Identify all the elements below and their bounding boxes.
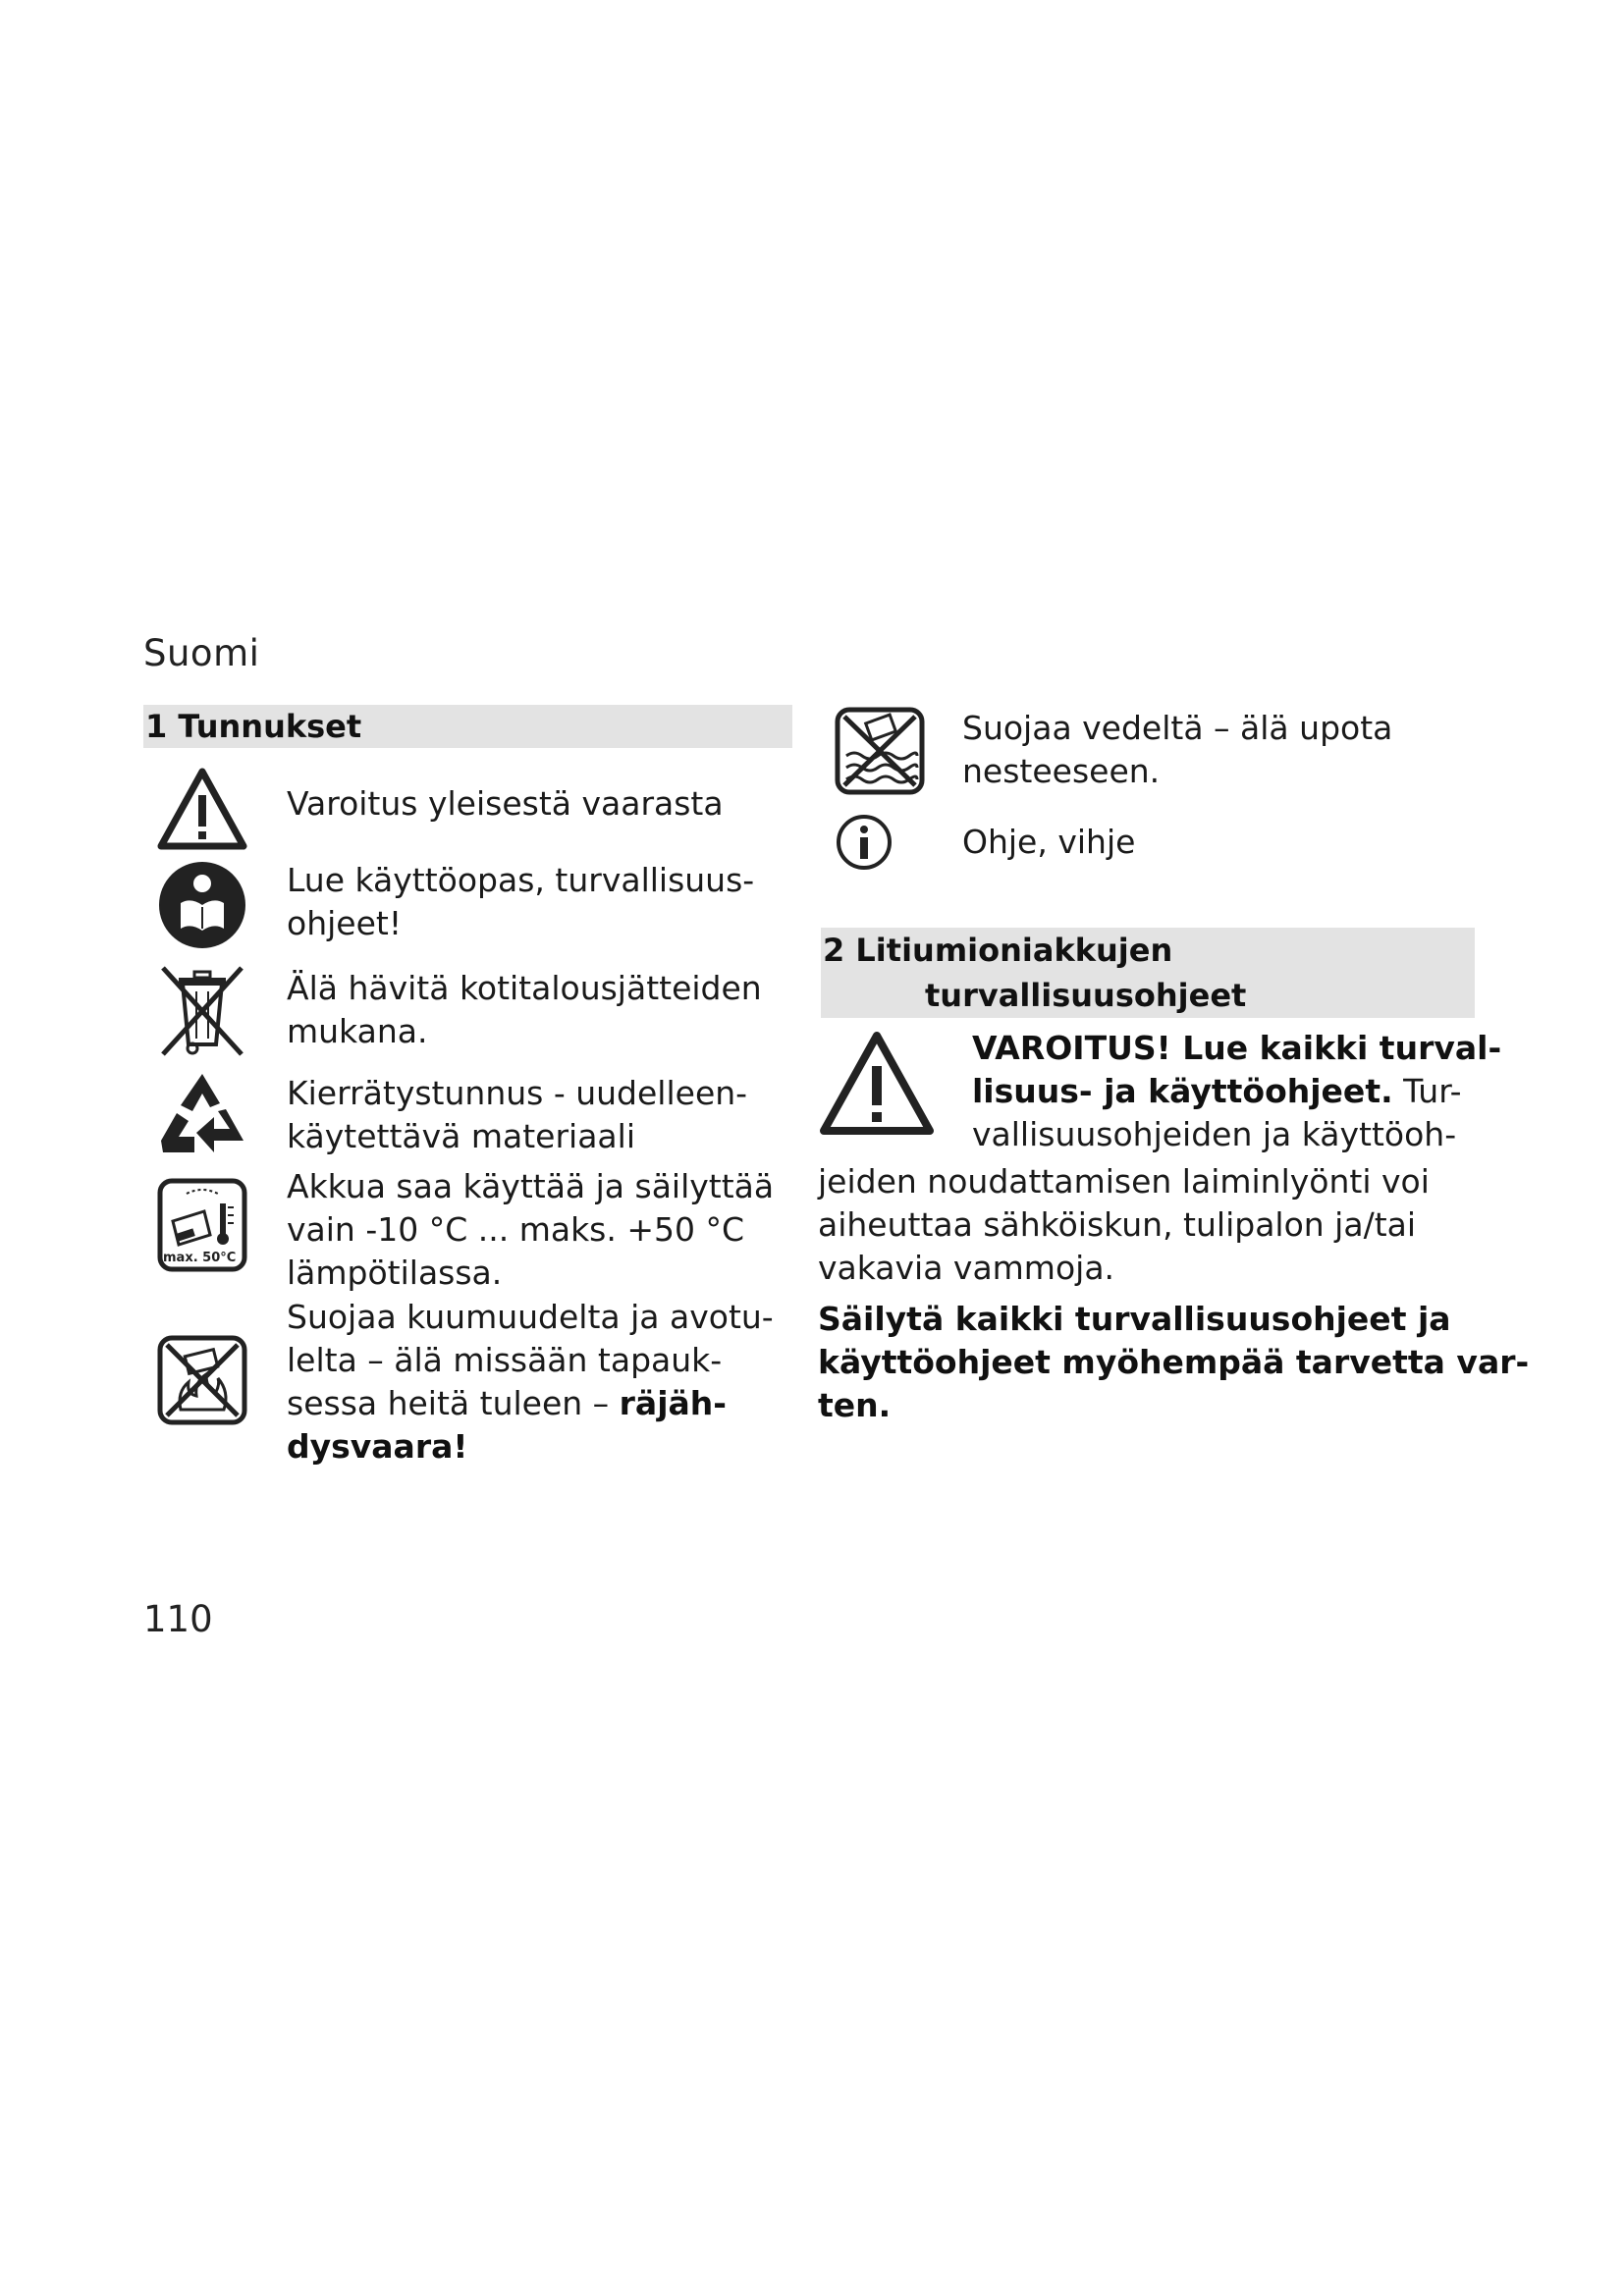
no-water-icon	[835, 707, 925, 795]
page-number: 110	[143, 1598, 213, 1640]
warning-triangle-icon	[157, 768, 247, 850]
language-label: Suomi	[143, 632, 260, 674]
info-icon	[835, 813, 893, 872]
warning-heading: VAROITUS! Lue kaikki turval- lisuus- ja käyttöohjeet. Tur- vallisuusohjeiden ja käyttöoh-	[972, 1029, 1502, 1153]
symbol-text-water: Suojaa vedeltä – älä upota nesteeseen.	[962, 709, 1393, 790]
keep-instructions-note: Säilytä kaikki turvallisuusohjeet ja käyttöohjeet myöhempää tarvetta var- ten.	[818, 1300, 1530, 1424]
symbol-text-warning: Varoitus yleisestä vaarasta	[287, 784, 724, 823]
symbol-text-manual: Lue käyttöopas, turvallisuus- ohjeet!	[287, 861, 755, 942]
no-fire-icon	[157, 1335, 247, 1425]
warning-body: jeiden noudattamisen laiminlyönti voi aiheuttaa sähköiskun, tulipalon ja/tai vakavia vammoja.	[818, 1162, 1430, 1287]
symbol-text-recycle: Kierrätystunnus - uudelleen- käytettävä materiaali	[287, 1074, 748, 1155]
recycling-icon	[157, 1070, 247, 1158]
symbol-text-bin: Älä hävitä kotitalousjätteiden mukana.	[287, 969, 762, 1050]
section-heading-line1: 2 Litiumioniakkujen	[823, 932, 1173, 969]
warning-triangle-icon	[819, 1031, 935, 1137]
section-heading-symbols: 1 Tunnukset	[143, 705, 792, 748]
symbol-text-temperature: Akkua saa käyttää ja säilyttää vain -10 °C ... maks. +50 °C lämpötilassa.	[287, 1167, 775, 1292]
temperature-icon	[157, 1178, 247, 1272]
symbol-text-fire: Suojaa kuumuudelta ja avotu- lelta – älä missään tapauk- sessa heitä tuleen – räjäh- dysvaara!	[287, 1298, 774, 1466]
symbol-text-info: Ohje, vihje	[962, 823, 1136, 861]
read-manual-icon	[157, 860, 247, 950]
section-heading-line2: turvallisuusohjeet	[925, 977, 1247, 1014]
section-heading-safety	[821, 928, 1475, 1018]
crossed-bin-icon	[157, 962, 247, 1058]
temperature-icon-label: max. 50°C	[163, 1251, 237, 1265]
